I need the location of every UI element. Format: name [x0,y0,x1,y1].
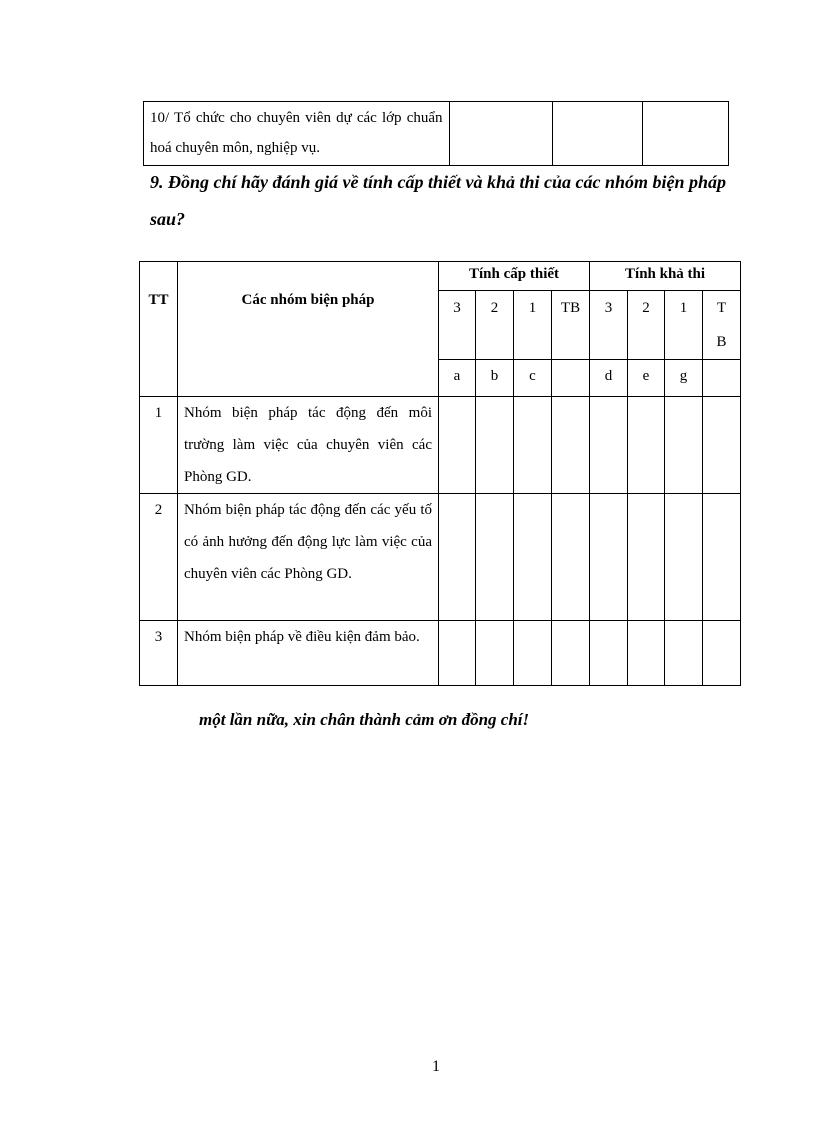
letter-header: e [628,360,665,397]
rating-cell[interactable] [439,397,476,494]
empty-cell [552,102,642,166]
empty-cell [449,102,552,166]
letter-header [552,360,590,397]
letter-header: a [439,360,476,397]
group-header-feasibility: Tính khả thi [590,262,741,291]
evaluation-table [139,261,741,686]
letter-header: d [590,360,628,397]
rating-cell[interactable] [590,621,628,686]
rating-cell[interactable] [552,621,590,686]
score-header: T B [703,291,741,360]
rating-cell[interactable] [703,621,741,686]
rating-cell[interactable] [552,494,590,621]
rating-cell[interactable] [665,621,703,686]
score-header: 2 [628,291,665,360]
letter-header: g [665,360,703,397]
letter-header: c [514,360,552,397]
table-cell [144,102,450,166]
row-number: 1 [140,397,178,494]
rating-cell[interactable] [439,621,476,686]
score-header: 1 [514,291,552,360]
rating-cell[interactable] [703,397,741,494]
row-number: 3 [140,621,178,686]
row-number: 2 [140,494,178,621]
table-row [144,102,729,166]
header-row [140,262,741,291]
rating-cell[interactable] [476,621,514,686]
score-header: 3 [439,291,476,360]
measure-name: Nhóm biện pháp tác động đến môi trường làm việc của chuyên viên các Phòng GD. [178,397,439,494]
table-row [140,397,741,494]
rating-cell[interactable] [628,494,665,621]
rating-cell[interactable] [665,494,703,621]
letter-header [703,360,741,397]
rating-cell[interactable] [703,494,741,621]
score-header: 2 [476,291,514,360]
closing-thanks: một lần nữa, xin chân thành cảm ơn đồng chí! [199,710,530,729]
rating-cell[interactable] [590,397,628,494]
letter-header: b [476,360,514,397]
measure-name: Nhóm biện pháp tác động đến các yếu tố có ảnh hưởng đến động lực làm việc của chuyên viên các Phòng GD. [178,494,439,621]
rating-cell[interactable] [628,621,665,686]
rating-cell[interactable] [590,494,628,621]
rating-cell[interactable] [514,494,552,621]
score-header: 3 [590,291,628,360]
previous-question-table [143,101,729,166]
measure-name: Nhóm biện pháp về điều kiện đảm bảo. [178,621,439,686]
measure-text: 10/ Tổ chức cho chuyên viên dự các lớp chuẩn hoá chuyên môn, nghiệp vụ. [150,110,443,156]
rating-cell[interactable] [476,397,514,494]
rating-cell[interactable] [552,397,590,494]
empty-cell [642,102,728,166]
score-header: 1 [665,291,703,360]
rating-cell[interactable] [514,621,552,686]
table-row [140,494,741,621]
rating-cell[interactable] [628,397,665,494]
page-number: 1 [432,1058,440,1075]
column-header-measures: Các nhóm biện pháp [178,262,439,397]
group-header-urgency: Tính cấp thiết [439,262,590,291]
score-header: TB [552,291,590,360]
rating-cell[interactable] [514,397,552,494]
column-header-tt: TT [140,262,178,397]
question-title: 9. Đồng chí hãy đánh giá về tính cấp thiết và khả thi của các nhóm biện pháp sau? [150,172,727,229]
rating-cell[interactable] [665,397,703,494]
table-row [140,621,741,686]
rating-cell[interactable] [476,494,514,621]
rating-cell[interactable] [439,494,476,621]
